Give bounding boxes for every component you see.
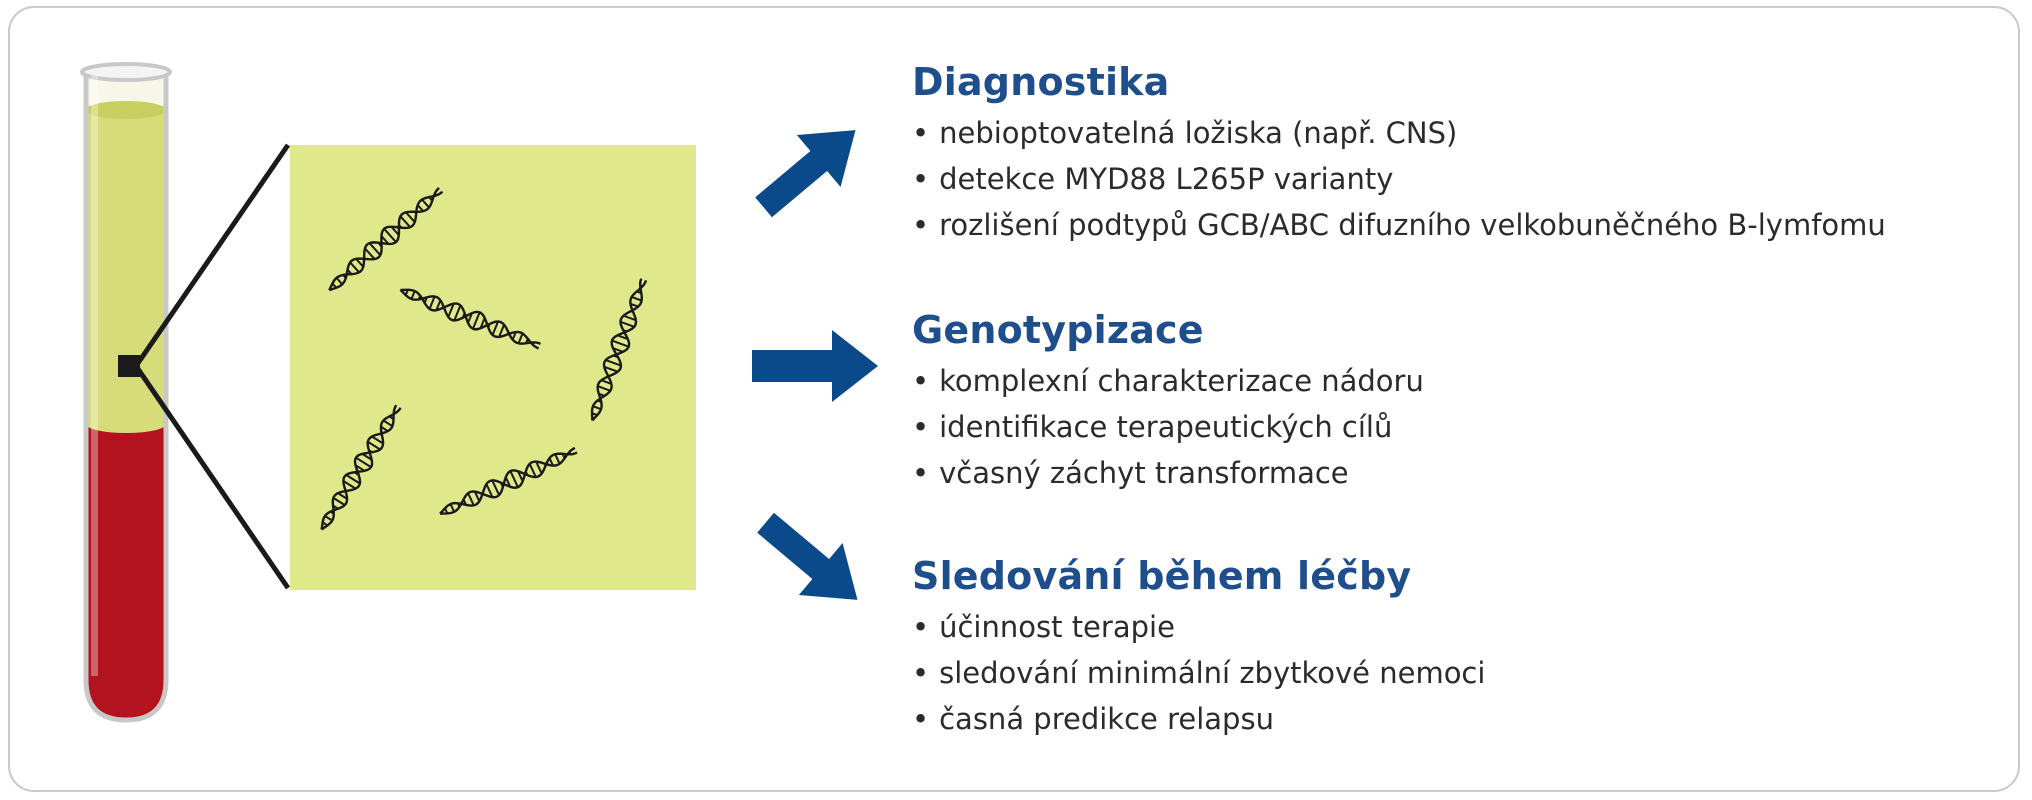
list-item: • nebioptovatelná ložiska (např. CNS) bbox=[912, 110, 1886, 156]
arrow-right-icon bbox=[752, 330, 878, 402]
section-title: Genotypizace bbox=[912, 308, 1204, 352]
arrow-up-icon bbox=[742, 104, 878, 233]
list-item: • komplexní charakterizace nádoru bbox=[912, 358, 1424, 404]
zoom-square bbox=[290, 145, 696, 590]
arrow-down-icon bbox=[744, 497, 880, 626]
section-sledovani bbox=[912, 552, 1485, 742]
section-title: Sledování během léčby bbox=[912, 554, 1412, 598]
section-genotypizace bbox=[912, 306, 1424, 496]
list-item: • včasný záchyt transformace bbox=[912, 450, 1424, 496]
sample-marker bbox=[118, 355, 140, 377]
list-item: • detekce MYD88 L265P varianty bbox=[912, 156, 1886, 202]
section-title: Diagnostika bbox=[912, 60, 1170, 104]
list-item: • časná predikce relapsu bbox=[912, 696, 1485, 742]
test-tube-icon bbox=[80, 60, 172, 724]
list-item: • rozlišení podtypů GCB/ABC difuzního velkobuněčného B-lymfomu bbox=[912, 202, 1886, 248]
list-item: • účinnost terapie bbox=[912, 604, 1485, 650]
section-diagnostika bbox=[912, 58, 1886, 248]
list-item: • sledování minimální zbytkové nemoci bbox=[912, 650, 1485, 696]
list-item: • identifikace terapeutických cílů bbox=[912, 404, 1424, 450]
